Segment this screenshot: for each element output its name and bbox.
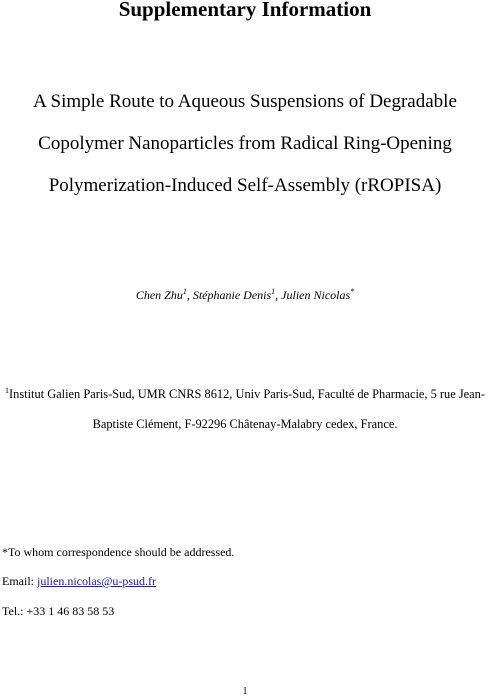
affiliation-line-1 bbox=[0, 386, 490, 402]
author-separator: , bbox=[275, 288, 282, 302]
author-list bbox=[0, 287, 490, 303]
author-name: Chen Zhu bbox=[135, 288, 183, 302]
author-affiliation-mark: 1 bbox=[271, 287, 276, 296]
affiliation-mark: 1 bbox=[5, 385, 10, 395]
email-link[interactable]: julien.nicolas@u-psud.fr bbox=[37, 574, 157, 588]
author-corresponding-mark: * bbox=[350, 287, 355, 296]
paper-title-line-3: Polymerization-Induced Self-Assembly (rROPISA) bbox=[48, 175, 442, 196]
correspondence-note: *To whom correspondence should be addressed. bbox=[2, 545, 235, 559]
author-affiliation-mark: 1 bbox=[182, 287, 187, 296]
page-number: 1 bbox=[242, 686, 248, 697]
email-label: Email: bbox=[2, 574, 37, 588]
author-name: Julien Nicolas bbox=[281, 288, 351, 302]
affiliation-line-2: Baptiste Clément, F-92296 Châtenay-Malabry cedex, France. bbox=[92, 417, 398, 431]
paper-title-line-1: A Simple Route to Aqueous Suspensions of Degradable bbox=[33, 91, 457, 112]
phone-line: Tel.: +33 1 46 83 58 53 bbox=[2, 604, 115, 618]
email-line bbox=[2, 573, 156, 589]
author-name: Stéphanie Denis bbox=[192, 288, 272, 302]
supplementary-heading: Supplementary Information bbox=[118, 0, 372, 21]
paper-title-line-2: Copolymer Nanoparticles from Radical Ring-Opening bbox=[38, 133, 452, 154]
affiliation-text-1: Institut Galien Paris-Sud, UMR CNRS 8612, Univ Paris-Sud, Faculté de Pharmacie, 5 rue Jean- bbox=[9, 387, 485, 401]
author-separator: , bbox=[186, 288, 193, 302]
